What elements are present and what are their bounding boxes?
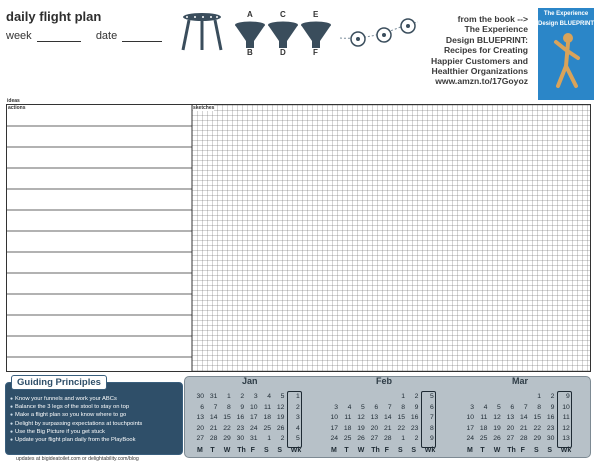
calendar-day: 2 bbox=[280, 435, 285, 443]
calendar-day: 11 bbox=[480, 414, 488, 422]
calendar-day: 15 bbox=[533, 414, 541, 422]
calendar-day: 2 bbox=[414, 393, 419, 400]
calendar-day: 7 bbox=[387, 403, 392, 411]
calendar-day: 18 bbox=[479, 424, 488, 432]
calendar-day: 9 bbox=[414, 403, 419, 411]
list-item: ● Balance the 3 legs of the stool to stay on top bbox=[10, 403, 182, 411]
day-header: Th bbox=[507, 447, 516, 454]
calendar-day: 6 bbox=[510, 403, 515, 411]
book-cover-title-1: The Experience bbox=[543, 11, 589, 17]
date-label: date bbox=[95, 30, 118, 42]
calendar-day: 4 bbox=[267, 393, 271, 400]
week-number-box bbox=[287, 391, 302, 448]
calendar-day: 23 bbox=[236, 424, 245, 432]
day-header: Wk bbox=[560, 447, 572, 454]
grid-lines bbox=[7, 105, 590, 371]
calendar-day: 30 bbox=[236, 435, 245, 443]
calendar-day: 3 bbox=[253, 393, 258, 400]
week-field[interactable] bbox=[37, 31, 81, 42]
book-cover-image bbox=[538, 8, 594, 100]
calendar-day: 6 bbox=[200, 403, 204, 411]
day-header: Th bbox=[371, 447, 380, 454]
list-item: ● Update your flight plan daily from the PlayBook bbox=[10, 436, 182, 444]
day-header: S bbox=[534, 447, 539, 454]
funnel-letter-a: A bbox=[247, 10, 253, 19]
day-header: F bbox=[384, 447, 389, 454]
calendar-day: 23 bbox=[410, 424, 419, 432]
calendar-day: 9 bbox=[240, 403, 245, 411]
month-name-2: Mar bbox=[512, 376, 529, 386]
calendar-day: 5 bbox=[497, 403, 501, 411]
calendar-day: 17 bbox=[466, 424, 474, 432]
calendar-day: 13 bbox=[370, 414, 379, 422]
calendar-day: 25 bbox=[263, 424, 271, 432]
day-header: W bbox=[493, 447, 501, 454]
week-number: 9 bbox=[430, 435, 434, 443]
calendar-day: 10 bbox=[466, 414, 474, 422]
calendar-day: 15 bbox=[397, 414, 405, 422]
calendar-day: 17 bbox=[330, 424, 338, 432]
calendar-day: 2 bbox=[550, 393, 555, 400]
guiding-principles-list bbox=[10, 395, 182, 444]
writing-grid bbox=[6, 104, 591, 372]
stool-icon bbox=[178, 12, 226, 52]
calendar-day: 6 bbox=[374, 403, 379, 411]
calendar-day: 21 bbox=[384, 424, 392, 432]
calendar-day: 5 bbox=[280, 393, 285, 400]
calendar-day: 3 bbox=[470, 403, 474, 411]
day-header: T bbox=[210, 447, 215, 454]
calendar-day: 8 bbox=[537, 403, 541, 411]
calendar-day: 19 bbox=[276, 414, 285, 422]
funnel-letter-e: E bbox=[313, 10, 319, 19]
calendar-day: 25 bbox=[479, 435, 488, 443]
calendar-day: 11 bbox=[263, 403, 271, 411]
calendar-day: 15 bbox=[223, 414, 231, 422]
list-item: ● Use the Big Picture if you get stuck bbox=[10, 428, 182, 436]
sketches-label: sketches bbox=[193, 105, 215, 111]
week-number: 2 bbox=[296, 403, 300, 411]
funnel-letter-b: B bbox=[247, 48, 253, 57]
calendar-day: 20 bbox=[506, 424, 515, 432]
calendar-day: 1 bbox=[537, 393, 541, 400]
list-item: ● Know your funnels and work your ABCs bbox=[10, 395, 182, 403]
calendar-day: 26 bbox=[493, 435, 501, 443]
week-number: 13 bbox=[562, 435, 570, 443]
calendar-day: 19 bbox=[357, 424, 365, 432]
day-header: W bbox=[357, 447, 365, 454]
book-text-line: Recipes for Creating bbox=[443, 45, 528, 56]
calendar-day: 7 bbox=[523, 403, 528, 411]
actions-label: actions bbox=[8, 105, 26, 111]
ideas-label: ideas bbox=[7, 98, 20, 104]
calendar-day: 27 bbox=[370, 435, 379, 443]
calendar-day: 25 bbox=[343, 435, 352, 443]
day-header: S bbox=[411, 447, 417, 454]
book-text-line: Happier Customers and bbox=[431, 55, 528, 66]
updates-footer: updates at bigideatoilet.com or delightability.com/blog bbox=[16, 456, 139, 462]
week-number: 5 bbox=[430, 393, 434, 400]
calendar-day: 2 bbox=[240, 393, 245, 400]
book-cover-title-2: Design BLUEPRINT bbox=[538, 21, 594, 27]
week-number: 6 bbox=[430, 403, 434, 411]
week-number-box bbox=[421, 391, 436, 448]
book-text-line: The Experience bbox=[464, 24, 528, 35]
book-text-line: Design BLUEPRINT: bbox=[445, 34, 528, 45]
calendar-day: 13 bbox=[506, 414, 515, 422]
calendar-day: 16 bbox=[410, 414, 419, 422]
book-text-line: from the book --> bbox=[457, 14, 528, 24]
calendar-day: 9 bbox=[550, 403, 555, 411]
day-header: F bbox=[250, 447, 255, 454]
calendar-day: 28 bbox=[384, 435, 392, 443]
calendar-day: 20 bbox=[196, 424, 204, 432]
calendar-day: 12 bbox=[357, 414, 365, 422]
calendar-day: 12 bbox=[276, 403, 285, 411]
calendar-day: 23 bbox=[546, 424, 555, 432]
calendar-day: 28 bbox=[520, 435, 528, 443]
calendar-day: 14 bbox=[209, 414, 218, 422]
calendar-day: 3 bbox=[334, 403, 338, 411]
day-header: S bbox=[547, 447, 553, 454]
day-header: M bbox=[331, 447, 337, 454]
calendar-day: 30 bbox=[196, 393, 204, 400]
calendar-day: 13 bbox=[196, 414, 204, 422]
funnel-letter-d: D bbox=[280, 48, 286, 57]
calendar-day: 29 bbox=[223, 435, 231, 443]
week-number-box bbox=[557, 391, 572, 448]
day-header: Wk bbox=[290, 447, 302, 454]
calendar-day: 1 bbox=[267, 435, 271, 443]
calendar-day: 31 bbox=[209, 393, 218, 400]
calendar-day: 22 bbox=[397, 424, 405, 432]
month-name-1: Feb bbox=[376, 376, 393, 386]
guiding-principles-title: Guiding Principles bbox=[11, 375, 107, 390]
day-header: S bbox=[264, 447, 269, 454]
day-header: M bbox=[467, 447, 473, 454]
book-text-line: Healthier Organizations bbox=[431, 66, 528, 77]
calendar-day: 24 bbox=[250, 424, 258, 432]
day-header: T bbox=[480, 447, 485, 454]
calendar-day: 5 bbox=[361, 403, 365, 411]
calendar-day: 21 bbox=[520, 424, 528, 432]
week-number: 5 bbox=[296, 435, 300, 443]
calendar-day: 10 bbox=[250, 403, 258, 411]
calendar-day: 10 bbox=[330, 414, 338, 422]
week-number: 3 bbox=[296, 414, 300, 422]
calendar-day: 28 bbox=[209, 435, 218, 443]
book-link[interactable]: www.amzn.to/17Goyoz bbox=[435, 76, 528, 87]
week-number: 9 bbox=[566, 393, 570, 400]
day-header: F bbox=[520, 447, 525, 454]
calendar-day: 8 bbox=[227, 403, 231, 411]
day-header: Wk bbox=[424, 447, 436, 454]
calendar-day: 24 bbox=[330, 435, 338, 443]
calendar-day: 22 bbox=[223, 424, 231, 432]
calendar-day: 16 bbox=[546, 414, 555, 422]
month-name-0: Jan bbox=[242, 376, 258, 386]
list-item: ● Make a flight plan so you know where to go bbox=[10, 411, 182, 419]
calendar-day: 26 bbox=[276, 424, 285, 432]
calendar-day: 1 bbox=[401, 393, 405, 400]
calendar-day: 16 bbox=[236, 414, 245, 422]
week-number: 1 bbox=[296, 393, 300, 400]
day-header: Th bbox=[237, 447, 246, 454]
day-header: S bbox=[398, 447, 403, 454]
calendar-day: 1 bbox=[227, 393, 231, 400]
calendar-day: 4 bbox=[347, 403, 352, 411]
calendar-day: 7 bbox=[213, 403, 218, 411]
figure-icon bbox=[538, 28, 594, 98]
day-header: S bbox=[277, 447, 283, 454]
funnel-letter-f: F bbox=[313, 48, 318, 57]
calendar-day: 14 bbox=[384, 414, 392, 422]
calendar-day: 14 bbox=[520, 414, 528, 422]
calendar-day: 24 bbox=[466, 435, 474, 443]
calendar-day: 20 bbox=[370, 424, 379, 432]
calendar-day: 30 bbox=[546, 435, 555, 443]
calendar-day: 27 bbox=[506, 435, 515, 443]
week-label: week bbox=[6, 30, 32, 42]
calendar-day: 21 bbox=[209, 424, 218, 432]
calendar-day: 29 bbox=[533, 435, 541, 443]
calendar-day: 17 bbox=[250, 414, 258, 422]
date-field[interactable] bbox=[122, 31, 162, 42]
funnel-letter-c: C bbox=[280, 10, 286, 19]
book-promo-text bbox=[408, 14, 528, 87]
calendar-day: 4 bbox=[483, 403, 488, 411]
day-header: T bbox=[344, 447, 349, 454]
calendar-day: 1 bbox=[401, 435, 405, 443]
calendar-day: 2 bbox=[414, 435, 419, 443]
week-number: 12 bbox=[562, 424, 570, 432]
calendar-day: 18 bbox=[343, 424, 352, 432]
calendar-day: 8 bbox=[401, 403, 405, 411]
calendar-day: 22 bbox=[533, 424, 541, 432]
calendar-day: 11 bbox=[344, 414, 352, 422]
calendar-day: 26 bbox=[357, 435, 365, 443]
day-header: M bbox=[197, 447, 203, 454]
week-number: 7 bbox=[430, 414, 434, 422]
calendar-day: 12 bbox=[493, 414, 501, 422]
week-number: 10 bbox=[562, 403, 570, 411]
calendar-day: 18 bbox=[263, 414, 271, 422]
calendar-day: 19 bbox=[493, 424, 501, 432]
day-header: W bbox=[223, 447, 231, 454]
week-date-fields bbox=[6, 30, 174, 42]
calendar-day: 27 bbox=[196, 435, 204, 443]
week-number: 11 bbox=[562, 414, 570, 422]
week-number: 8 bbox=[430, 424, 434, 432]
page-title: daily flight plan bbox=[6, 9, 102, 24]
list-item: ● Delight by surpassing expectations at touchpoints bbox=[10, 420, 182, 428]
week-number: 4 bbox=[296, 424, 300, 432]
calendar-day: 31 bbox=[250, 435, 258, 443]
